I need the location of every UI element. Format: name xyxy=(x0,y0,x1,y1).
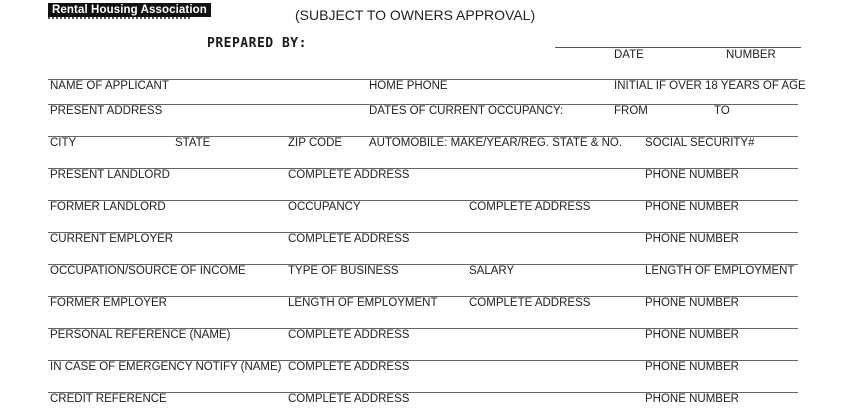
former-employer-label: FORMER EMPLOYER xyxy=(50,297,167,309)
form-subtitle: (SUBJECT TO OWNERS APPROVAL) xyxy=(295,7,536,23)
social-security-label: SOCIAL SECURITY# xyxy=(645,137,755,149)
business-type-label: TYPE OF BUSINESS xyxy=(288,265,399,277)
emergency-contact-label: IN CASE OF EMERGENCY NOTIFY (NAME) xyxy=(50,361,282,373)
zip-code-label: ZIP CODE xyxy=(288,137,343,149)
former-employer-phone-label: PHONE NUMBER xyxy=(645,297,739,309)
initial-over-18-label: INITIAL IF OVER 18 YEARS OF AGE xyxy=(614,80,806,92)
current-employer-label: CURRENT EMPLOYER xyxy=(50,233,174,245)
former-employment-length-label: LENGTH OF EMPLOYMENT xyxy=(288,297,438,309)
automobile-label: AUTOMOBILE: MAKE/YEAR/REG. STATE & NO. xyxy=(369,137,623,149)
credit-address-label: COMPLETE ADDRESS xyxy=(288,393,410,405)
date-label: DATE xyxy=(614,49,644,61)
occupation-label: OCCUPATION/SOURCE OF INCOME xyxy=(50,265,246,277)
date-number-line[interactable] xyxy=(555,47,801,48)
former-landlord-address-label: COMPLETE ADDRESS xyxy=(469,201,591,213)
former-landlord-label: FORMER LANDLORD xyxy=(50,201,166,213)
city-label: CITY xyxy=(50,137,77,149)
association-logo: Rental Housing Association xyxy=(48,3,211,17)
former-landlord-phone-label: PHONE NUMBER xyxy=(645,201,739,213)
emergency-address-label: COMPLETE ADDRESS xyxy=(288,361,410,373)
present-address-label: PRESENT ADDRESS xyxy=(50,105,163,117)
employment-length-label: LENGTH OF EMPLOYMENT xyxy=(645,265,795,277)
occupancy-dates-label: DATES OF CURRENT OCCUPANCY: xyxy=(369,105,564,117)
occupancy-label: OCCUPANCY xyxy=(288,201,361,213)
to-label: TO xyxy=(714,105,730,117)
reference-phone-label: PHONE NUMBER xyxy=(645,329,739,341)
personal-reference-label: PERSONAL REFERENCE (NAME) xyxy=(50,329,231,341)
salary-label: SALARY xyxy=(469,265,515,277)
logo-dotted-rule xyxy=(48,17,190,19)
landlord-address-label: COMPLETE ADDRESS xyxy=(288,169,410,181)
employer-address-label: COMPLETE ADDRESS xyxy=(288,233,410,245)
employer-phone-label: PHONE NUMBER xyxy=(645,233,739,245)
number-label: NUMBER xyxy=(726,49,776,61)
home-phone-label: HOME PHONE xyxy=(369,80,448,92)
from-label: FROM xyxy=(614,105,648,117)
applicant-name-label: NAME OF APPLICANT xyxy=(50,80,169,92)
landlord-phone-label: PHONE NUMBER xyxy=(645,169,739,181)
former-employer-address-label: COMPLETE ADDRESS xyxy=(469,297,591,309)
prepared-by-label: PREPARED BY: xyxy=(207,36,307,51)
present-landlord-label: PRESENT LANDLORD xyxy=(50,169,170,181)
emergency-phone-label: PHONE NUMBER xyxy=(645,361,739,373)
credit-reference-label: CREDIT REFERENCE xyxy=(50,393,167,405)
state-label: STATE xyxy=(175,137,211,149)
credit-phone-label: PHONE NUMBER xyxy=(645,393,739,405)
reference-address-label: COMPLETE ADDRESS xyxy=(288,329,410,341)
